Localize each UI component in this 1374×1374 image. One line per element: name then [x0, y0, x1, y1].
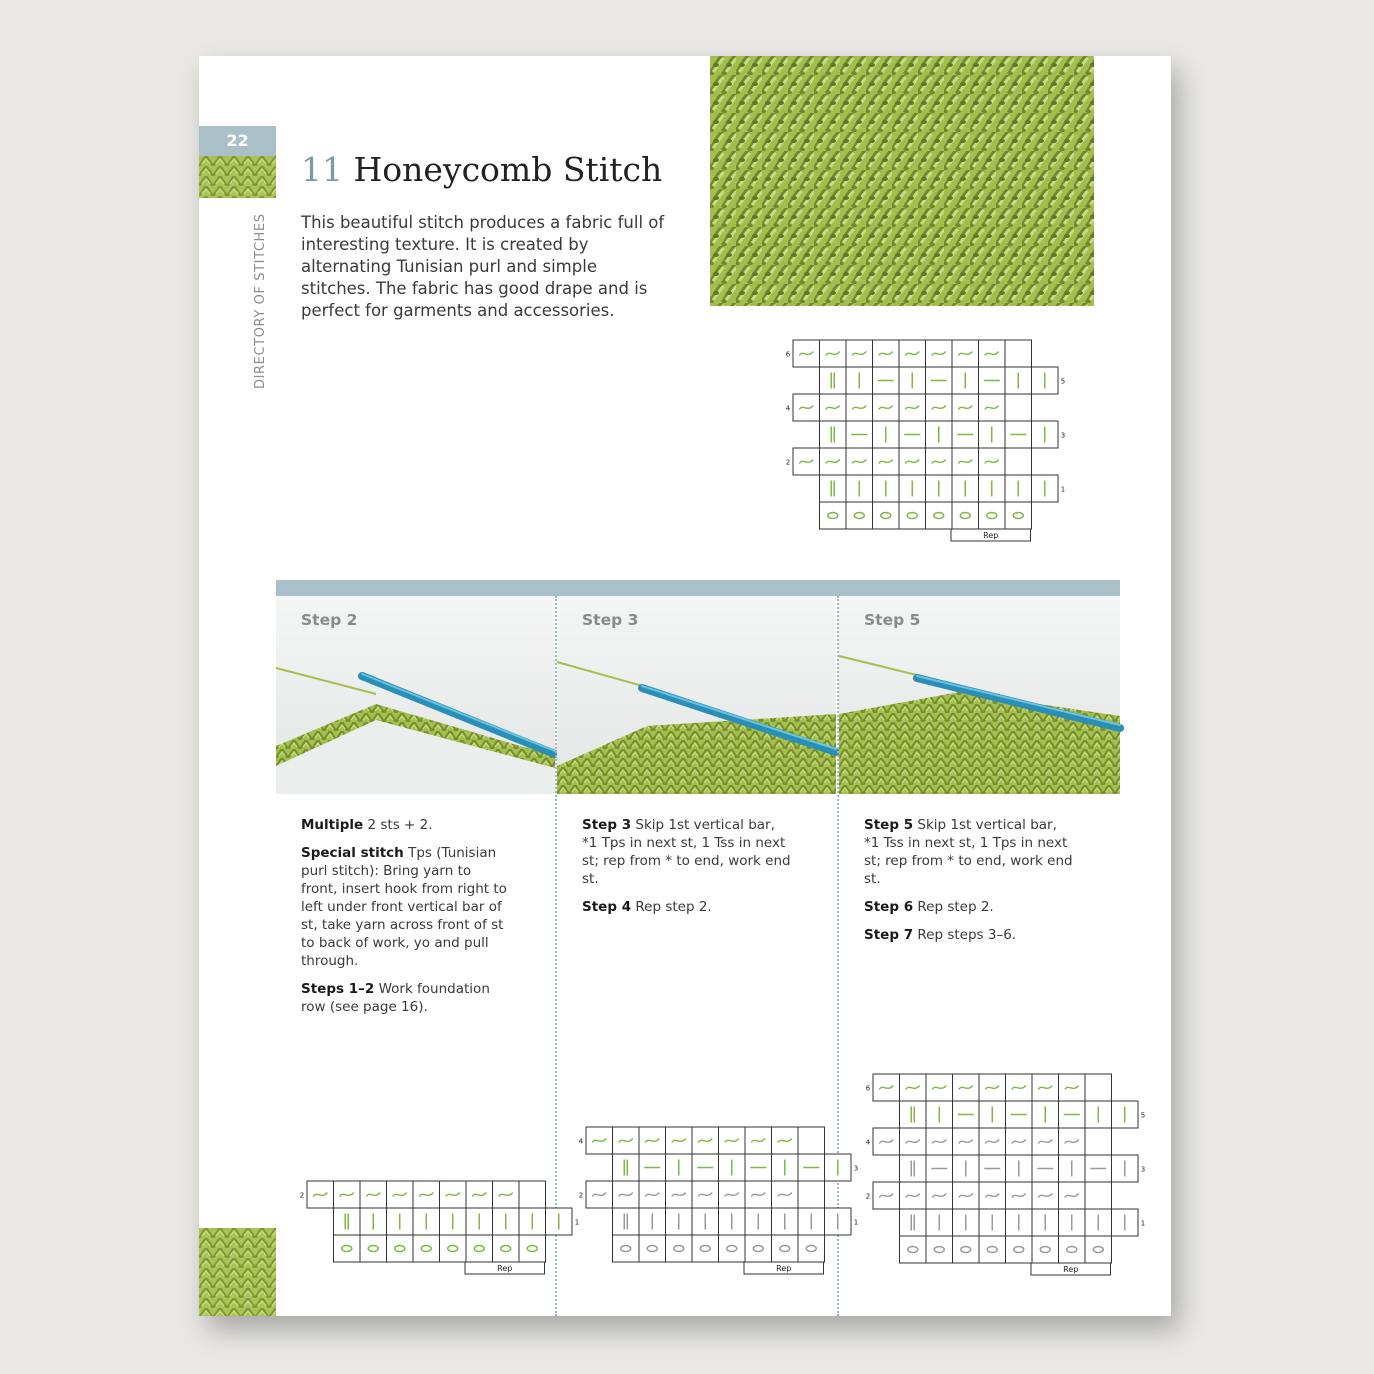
swatch-photo [710, 56, 1094, 306]
instruction-para [301, 980, 511, 1016]
stitch-number: 11 [301, 150, 343, 189]
chart-row-number: 1 [1060, 485, 1066, 494]
page-title [301, 150, 662, 189]
chart-row-number: 4 [785, 404, 791, 413]
chart-row-number: 2 [299, 1191, 305, 1200]
instruction-label: Step 5 [864, 817, 914, 833]
chart-row-number: 2 [785, 458, 791, 467]
instruction-para [301, 844, 511, 970]
instruction-text: Rep step 2. [913, 899, 994, 915]
step-2-heading: Step 2 [301, 611, 358, 629]
chart-row-number: 5 [1060, 377, 1066, 386]
chart-row-number: 4 [865, 1138, 871, 1147]
instruction-text: Rep steps 3–6. [913, 927, 1017, 943]
instruction-label: Step 6 [864, 899, 914, 915]
instruction-label: Steps 1–2 [301, 981, 375, 997]
chart-row-number: 4 [578, 1137, 584, 1146]
chart-row-number: 1 [853, 1218, 859, 1227]
instruction-para [582, 898, 792, 916]
intro-paragraph: This beautiful stitch produces a fabric full of interesting texture. It is created by alternating Tunisian purl and simple stitches. The fabric has good drape and is perfect for garments and accessories. [301, 213, 665, 320]
chart-rep-label: Rep [776, 1264, 792, 1273]
step-3-heading: Step 3 [582, 611, 639, 629]
step-2-instructions [301, 816, 511, 1026]
instruction-label: Step 7 [864, 927, 914, 943]
step-5-instructions [864, 816, 1074, 954]
chart-row-number: 1 [1140, 1219, 1146, 1228]
chart-row-number: 3 [1140, 1165, 1146, 1174]
instruction-para [582, 816, 792, 888]
instruction-label: Multiple [301, 817, 364, 833]
chart-row-number: 5 [1140, 1111, 1146, 1120]
stitch-chart-step-3 [570, 1126, 859, 1281]
chart-row-number: 3 [853, 1164, 859, 1173]
chart-rep-label: Rep [1063, 1265, 1079, 1274]
book-page [199, 56, 1171, 1316]
chart-row-number: 6 [785, 350, 791, 359]
instruction-text: Work foundation row (see page 16). [301, 981, 490, 1015]
page-number: 22 [199, 126, 276, 156]
chart-rep-label: Rep [983, 531, 999, 540]
instruction-text: Rep step 2. [631, 899, 712, 915]
chart-row-number: 2 [865, 1192, 871, 1201]
instruction-para [301, 816, 511, 834]
stitch-chart-step-2 [291, 1180, 580, 1280]
instruction-para [864, 816, 1074, 888]
instruction-label: Step 4 [582, 899, 632, 915]
step-5-heading: Step 5 [864, 611, 921, 629]
chart-rep-label: Rep [497, 1264, 513, 1273]
instruction-para [864, 926, 1074, 944]
instruction-label: Step 3 [582, 817, 632, 833]
chart-row-number: 2 [578, 1191, 584, 1200]
instruction-text: Skip 1st vertical bar, *1 Tss in next st, 1 Tps in next st; rep from * to end, work end st. [864, 817, 1073, 887]
instruction-text: 2 sts + 2. [363, 817, 433, 833]
instruction-label: Special stitch [301, 845, 404, 861]
step-3-instructions [582, 816, 792, 926]
stitch-chart-step-5 [857, 1073, 1146, 1283]
instruction-para [864, 898, 1074, 916]
section-label: DIRECTORY OF STITCHES [253, 213, 268, 389]
stitch-chart-main [777, 339, 1066, 549]
stitch-name: Honeycomb Stitch [353, 150, 663, 189]
swatch-thumbnail-top [199, 156, 276, 198]
instruction-text: Skip 1st vertical bar, *1 Tps in next st, 1 Tss in next st; rep from * to end, work end st. [582, 817, 791, 887]
chart-row-number: 3 [1060, 431, 1066, 440]
swatch-thumbnail-bottom [199, 1228, 276, 1316]
steps-header-bar [276, 580, 1120, 596]
chart-row-number: 1 [574, 1218, 580, 1227]
instruction-text: Tps (Tunisian purl stitch): Bring yarn to front, insert hook from right to left under front vertical bar of st, take yarn across front of st to back of work, yo and pull through. [301, 845, 507, 969]
chart-row-number: 6 [865, 1084, 871, 1093]
